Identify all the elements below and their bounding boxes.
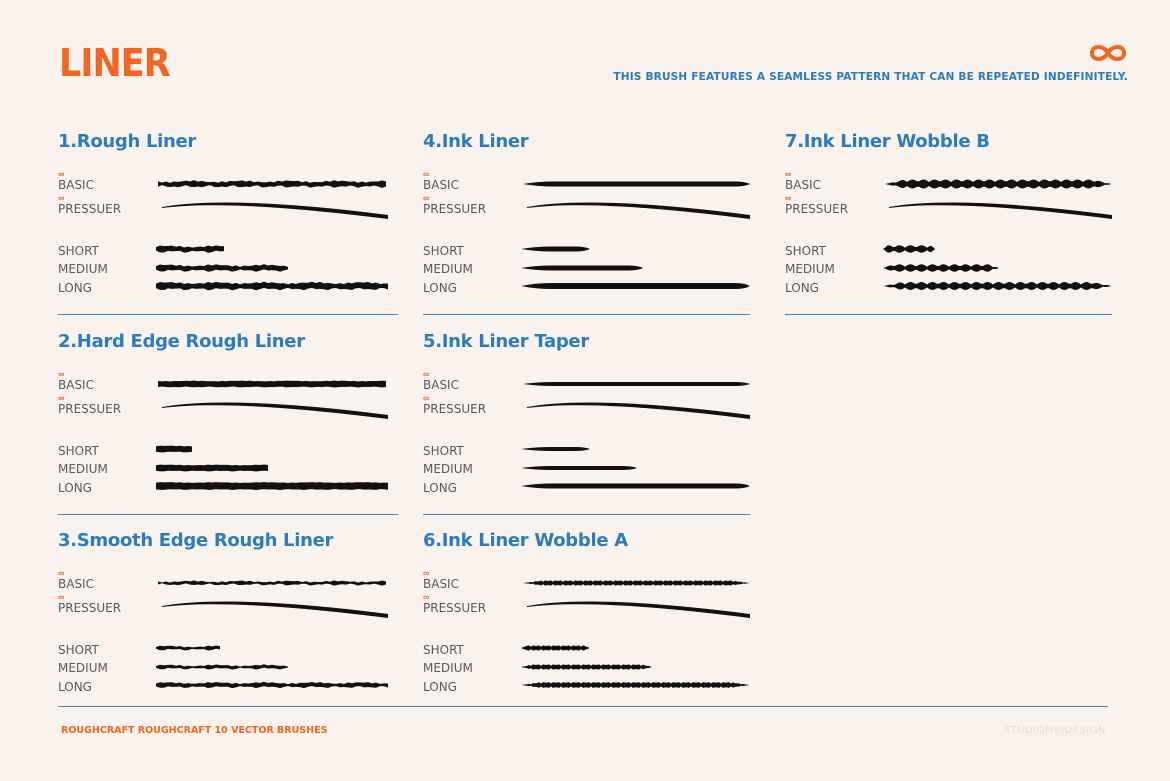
pressure-stroke [527,203,750,220]
pressure-stroke [889,203,1112,220]
brush-section-5 [423,331,763,511]
brush-stroke-samples [423,131,768,301]
stroke-label-basic: BASIC [58,577,94,591]
infinity-icon: ∞ [785,169,792,179]
brush-section-title: 3.Smooth Edge Rough Liner [58,530,334,551]
short-stroke [521,645,589,650]
footer-divider [58,706,1108,707]
stroke-label-pressuer: PRESSUER [58,402,122,416]
brush-section-title: 1.Rough Liner [58,131,197,152]
stroke-label-medium: MEDIUM [58,262,108,276]
short-stroke [521,447,590,451]
brush-section-title: 2.Hard Edge Rough Liner [58,331,305,352]
stroke-label-basic: BASIC [785,178,821,192]
stroke-label-pressuer: PRESSUER [58,202,122,216]
infinity-icon [1087,40,1129,66]
infinity-icon: ∞ [58,369,65,379]
medium-stroke [156,264,288,272]
stroke-label-pressuer: PRESSUER [785,202,849,216]
stroke-label-medium: MEDIUM [423,661,473,675]
medium-stroke [521,266,643,271]
stroke-label-basic: BASIC [423,577,459,591]
basic-stroke [158,381,386,388]
footer-studio-name: STUDIOMEIDESIGN [1003,725,1106,736]
brush-section-7 [785,131,1125,311]
pressure-stroke [527,403,750,420]
basic-stroke [885,180,1111,189]
stroke-label-medium: MEDIUM [785,262,835,276]
infinity-icon: ∞ [58,592,65,602]
infinity-icon: ∞ [423,393,430,403]
stroke-label-pressuer: PRESSUER [423,402,487,416]
long-stroke [521,484,750,489]
long-stroke [156,482,388,490]
long-stroke [883,282,1111,290]
section-divider [423,514,750,515]
infinity-icon: ∞ [423,169,430,179]
stroke-label-medium: MEDIUM [423,262,473,276]
stroke-label-short: SHORT [58,643,99,657]
brush-stroke-samples [785,131,1130,301]
stroke-label-long: LONG [58,481,92,495]
stroke-label-basic: BASIC [58,378,94,392]
stroke-label-short: SHORT [423,444,464,458]
brush-section-title: 6.Ink Liner Wobble A [423,530,628,551]
stroke-label-short: SHORT [58,244,99,258]
long-stroke [156,682,388,688]
medium-stroke [521,664,653,669]
short-stroke [521,247,590,252]
basic-stroke [158,580,386,585]
stroke-label-long: LONG [58,281,92,295]
infinity-icon: ∞ [58,169,65,179]
brush-stroke-samples [423,331,768,501]
pressure-stroke [162,403,388,420]
section-divider [423,314,750,315]
brush-stroke-samples [58,131,403,301]
brush-section-1 [58,131,398,311]
stroke-label-pressuer: PRESSUER [58,601,122,615]
stroke-label-medium: MEDIUM [58,462,108,476]
short-stroke [156,645,220,650]
infinity-icon: ∞ [58,393,65,403]
stroke-label-medium: MEDIUM [58,661,108,675]
medium-stroke [156,465,268,472]
basic-stroke [158,180,386,188]
medium-stroke [156,664,288,669]
stroke-label-long: LONG [423,680,457,694]
stroke-label-short: SHORT [423,244,464,258]
pressure-stroke [162,203,388,220]
stroke-label-basic: BASIC [423,178,459,192]
brush-section-title: 4.Ink Liner [423,131,529,152]
stroke-label-basic: BASIC [423,378,459,392]
brush-stroke-samples [423,530,768,700]
basic-stroke [523,182,750,187]
long-stroke [156,282,388,291]
stroke-label-short: SHORT [58,444,99,458]
brush-stroke-samples [58,530,403,700]
stroke-label-short: SHORT [785,244,826,258]
stroke-label-long: LONG [423,281,457,295]
medium-stroke [521,466,637,470]
stroke-label-long: LONG [785,281,819,295]
footer-product-name: ROUGHCRAFT ROUGHCRAFT 10 VECTOR BRUSHES [61,725,328,736]
short-stroke [156,245,224,252]
stroke-label-long: LONG [423,481,457,495]
brush-section-title: 7.Ink Liner Wobble B [785,131,990,152]
brush-section-6 [423,530,763,710]
page-title: LINER [59,41,170,85]
brush-section-2 [58,331,398,511]
tagline: THIS BRUSH FEATURES A SEAMLESS PATTERN THAT CAN BE REPEATED INDEFINITELY. [613,71,1128,83]
brush-section-3 [58,530,398,710]
brush-section-title: 5.Ink Liner Taper [423,331,589,352]
pressure-stroke [527,602,750,619]
infinity-icon: ∞ [423,193,430,203]
brush-section-4 [423,131,763,311]
infinity-icon: ∞ [423,369,430,379]
pressure-stroke [162,602,388,619]
section-divider [58,314,398,315]
medium-stroke [883,264,999,271]
section-divider [58,514,398,515]
stroke-label-medium: MEDIUM [423,462,473,476]
brush-stroke-samples [58,331,403,501]
short-stroke [883,245,935,252]
stroke-label-pressuer: PRESSUER [423,601,487,615]
basic-stroke [523,580,749,585]
infinity-icon: ∞ [58,568,65,578]
infinity-icon: ∞ [58,193,65,203]
short-stroke [156,446,192,453]
long-stroke [521,682,749,688]
section-divider [785,314,1112,315]
stroke-label-short: SHORT [423,643,464,657]
long-stroke [521,283,750,289]
stroke-label-pressuer: PRESSUER [423,202,487,216]
basic-stroke [523,382,750,386]
infinity-icon: ∞ [785,193,792,203]
infinity-icon: ∞ [423,568,430,578]
stroke-label-basic: BASIC [58,178,94,192]
stroke-label-long: LONG [58,680,92,694]
infinity-icon: ∞ [423,592,430,602]
